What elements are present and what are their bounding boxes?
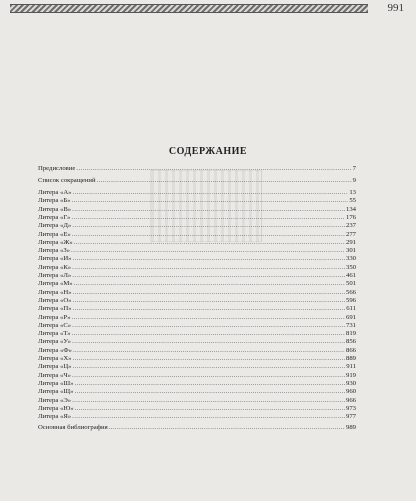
toc-leader-dots: [109, 424, 345, 432]
toc-entry-label: Основная библиография: [38, 424, 108, 431]
page-number: 991: [387, 2, 404, 14]
toc-entry-label: Литера «Э»: [38, 396, 72, 404]
toc-leader-dots: [74, 280, 345, 288]
toc-entry-label: Литера «Б»: [38, 197, 71, 205]
toc-entry-page: 966: [345, 396, 356, 404]
toc-entry: [38, 314, 356, 322]
toc-entry-page: 819: [345, 330, 356, 338]
toc-leader-dots: [72, 264, 345, 272]
toc-leader-dots: [73, 363, 346, 371]
toc-entry-page: 989: [345, 424, 356, 431]
toc-entry-label: Литера «Я»: [38, 413, 72, 421]
toc-entry-label: Литера «Н»: [38, 288, 72, 296]
toc-entry-page: 501: [345, 280, 356, 288]
toc-entry: [38, 189, 356, 197]
toc-leader-dots: [73, 255, 345, 263]
toc-entry: [38, 289, 356, 297]
toc-leader-dots: [97, 177, 352, 185]
toc-entry-page: 176: [345, 213, 356, 221]
toc-entry-page: 611: [346, 305, 356, 313]
toc-entry-label: Литера «Ж»: [38, 238, 73, 246]
toc-entry-page: 889: [345, 355, 356, 362]
toc-entry: [38, 264, 356, 272]
toc-leader-dots: [71, 247, 345, 255]
toc-entry-label: Литера «Е»: [38, 230, 71, 238]
toc-leader-dots: [72, 413, 345, 421]
toc-leader-dots: [73, 305, 346, 313]
toc-entry: [38, 322, 356, 330]
toc-entry-label: Литера «З»: [38, 247, 71, 255]
toc-leader-dots: [74, 239, 345, 247]
toc-entry-label: Литера «О»: [38, 296, 72, 304]
toc-leader-dots: [74, 388, 345, 396]
toc-entry-page: 960: [345, 388, 356, 396]
toc-entry: [38, 255, 356, 263]
toc-entry: [38, 177, 356, 185]
toc-entry-page: 301: [345, 247, 356, 255]
header-ornament: [10, 4, 368, 13]
toc-entry: [38, 222, 356, 230]
toc-leader-dots: [75, 405, 345, 413]
toc-entry-label: Предисловие: [38, 165, 76, 172]
toc-entry-label: Литера «Р»: [38, 313, 71, 321]
toc-entry-page: 566: [345, 288, 356, 296]
toc-entry-page: 596: [345, 296, 356, 304]
toc-entry: [38, 380, 356, 388]
toc-entry-page: 461: [345, 272, 356, 279]
toc-leader-dots: [74, 380, 345, 388]
toc-entry: [38, 338, 356, 346]
toc-entry-page: 866: [345, 346, 356, 354]
toc-entry: [38, 214, 356, 222]
toc-entry-page: 237: [345, 222, 356, 230]
toc-entry-label: Список сокращений: [38, 177, 96, 184]
toc-leader-dots: [73, 347, 345, 355]
toc-entry-page: 7: [352, 165, 356, 172]
toc-entry: [38, 413, 356, 421]
toc-leader-dots: [72, 372, 345, 380]
toc-entry-label: Литера «Д»: [38, 222, 72, 230]
toc-entry-page: 930: [345, 379, 356, 387]
toc-entry: [38, 372, 356, 380]
toc-entry-label: Литера «И»: [38, 255, 72, 263]
toc-entry: [38, 397, 356, 405]
toc-entry-page: 55: [349, 197, 356, 205]
toc-entry-label: Литера «Ч»: [38, 371, 72, 379]
toc-entry: [38, 247, 356, 255]
toc-leader-dots: [72, 231, 345, 239]
toc-entry-page: 134: [345, 205, 356, 213]
toc-leader-dots: [72, 330, 345, 338]
toc-entry: [38, 272, 356, 280]
toc-leader-dots: [72, 314, 345, 322]
toc-entry: [38, 239, 356, 247]
toc-entry-label: Литера «Щ»: [38, 388, 74, 396]
toc-leader-dots: [76, 165, 351, 173]
toc-entry-page: 291: [345, 238, 356, 246]
toc-entry: [38, 165, 356, 173]
toc-entry: [38, 330, 356, 338]
toc-leader-dots: [73, 297, 345, 305]
toc-entry: [38, 424, 356, 432]
toc-entry: [38, 231, 356, 239]
toc-entry-label: Литера «В»: [38, 205, 72, 213]
toc-entry-label: Литера «П»: [38, 305, 72, 313]
toc-entry-page: 911: [346, 363, 356, 371]
toc-entry-page: 9: [352, 177, 356, 184]
toc-leader-dots: [72, 197, 349, 205]
toc-entry-label: Литера «Т»: [38, 330, 71, 338]
toc-entry-page: 350: [345, 263, 356, 271]
toc-entry-label: Литера «Ц»: [38, 363, 72, 371]
toc-entry-label: Литера «Ю»: [38, 404, 74, 412]
toc-entry: [38, 363, 356, 371]
toc-entry-label: Литера «К»: [38, 263, 72, 271]
toc-entry-page: 277: [345, 230, 356, 238]
toc-leader-dots: [72, 206, 345, 214]
toc-leader-dots: [72, 272, 345, 280]
toc-entry-label: Литера «С»: [38, 321, 72, 329]
toc-entry: [38, 388, 356, 396]
page-title: СОДЕРЖАНИЕ: [168, 146, 248, 157]
toc-entry-label: Литера «Г»: [38, 213, 71, 221]
toc-leader-dots: [72, 222, 345, 230]
toc-entry-page: 856: [345, 338, 356, 346]
toc-leader-dots: [73, 189, 349, 197]
toc-entry: [38, 305, 356, 313]
toc-leader-dots: [72, 397, 345, 405]
toc-entry-page: 330: [345, 255, 356, 263]
toc-leader-dots: [72, 322, 345, 330]
toc-entry-page: 691: [345, 313, 356, 321]
toc-entry: [38, 405, 356, 413]
toc-entry-page: 977: [345, 413, 356, 421]
toc-leader-dots: [73, 355, 345, 363]
toc-leader-dots: [72, 338, 345, 346]
toc-entry-label: Литера «А»: [38, 189, 72, 196]
toc-entry-page: 973: [345, 404, 356, 412]
toc-entry-page: 13: [349, 189, 356, 196]
toc-entry-label: Литера «Ф»: [38, 346, 72, 354]
toc-entry: [38, 206, 356, 214]
toc-entry: [38, 347, 356, 355]
toc-entry-page: 731: [345, 321, 356, 329]
toc-entry: [38, 355, 356, 363]
toc-leader-dots: [73, 289, 345, 297]
toc-entry-label: Литера «Х»: [38, 355, 72, 362]
toc-entry-label: Литера «У»: [38, 338, 71, 346]
toc-entry: [38, 297, 356, 305]
toc-leader-dots: [71, 214, 345, 222]
toc-entry-label: Литера «Ш»: [38, 379, 74, 387]
toc-entry: [38, 197, 356, 205]
toc-entry: [38, 280, 356, 288]
toc-entry-label: Литера «Л»: [38, 272, 72, 279]
toc-entry-page: 919: [345, 371, 356, 379]
toc-entry-label: Литера «М»: [38, 280, 73, 288]
